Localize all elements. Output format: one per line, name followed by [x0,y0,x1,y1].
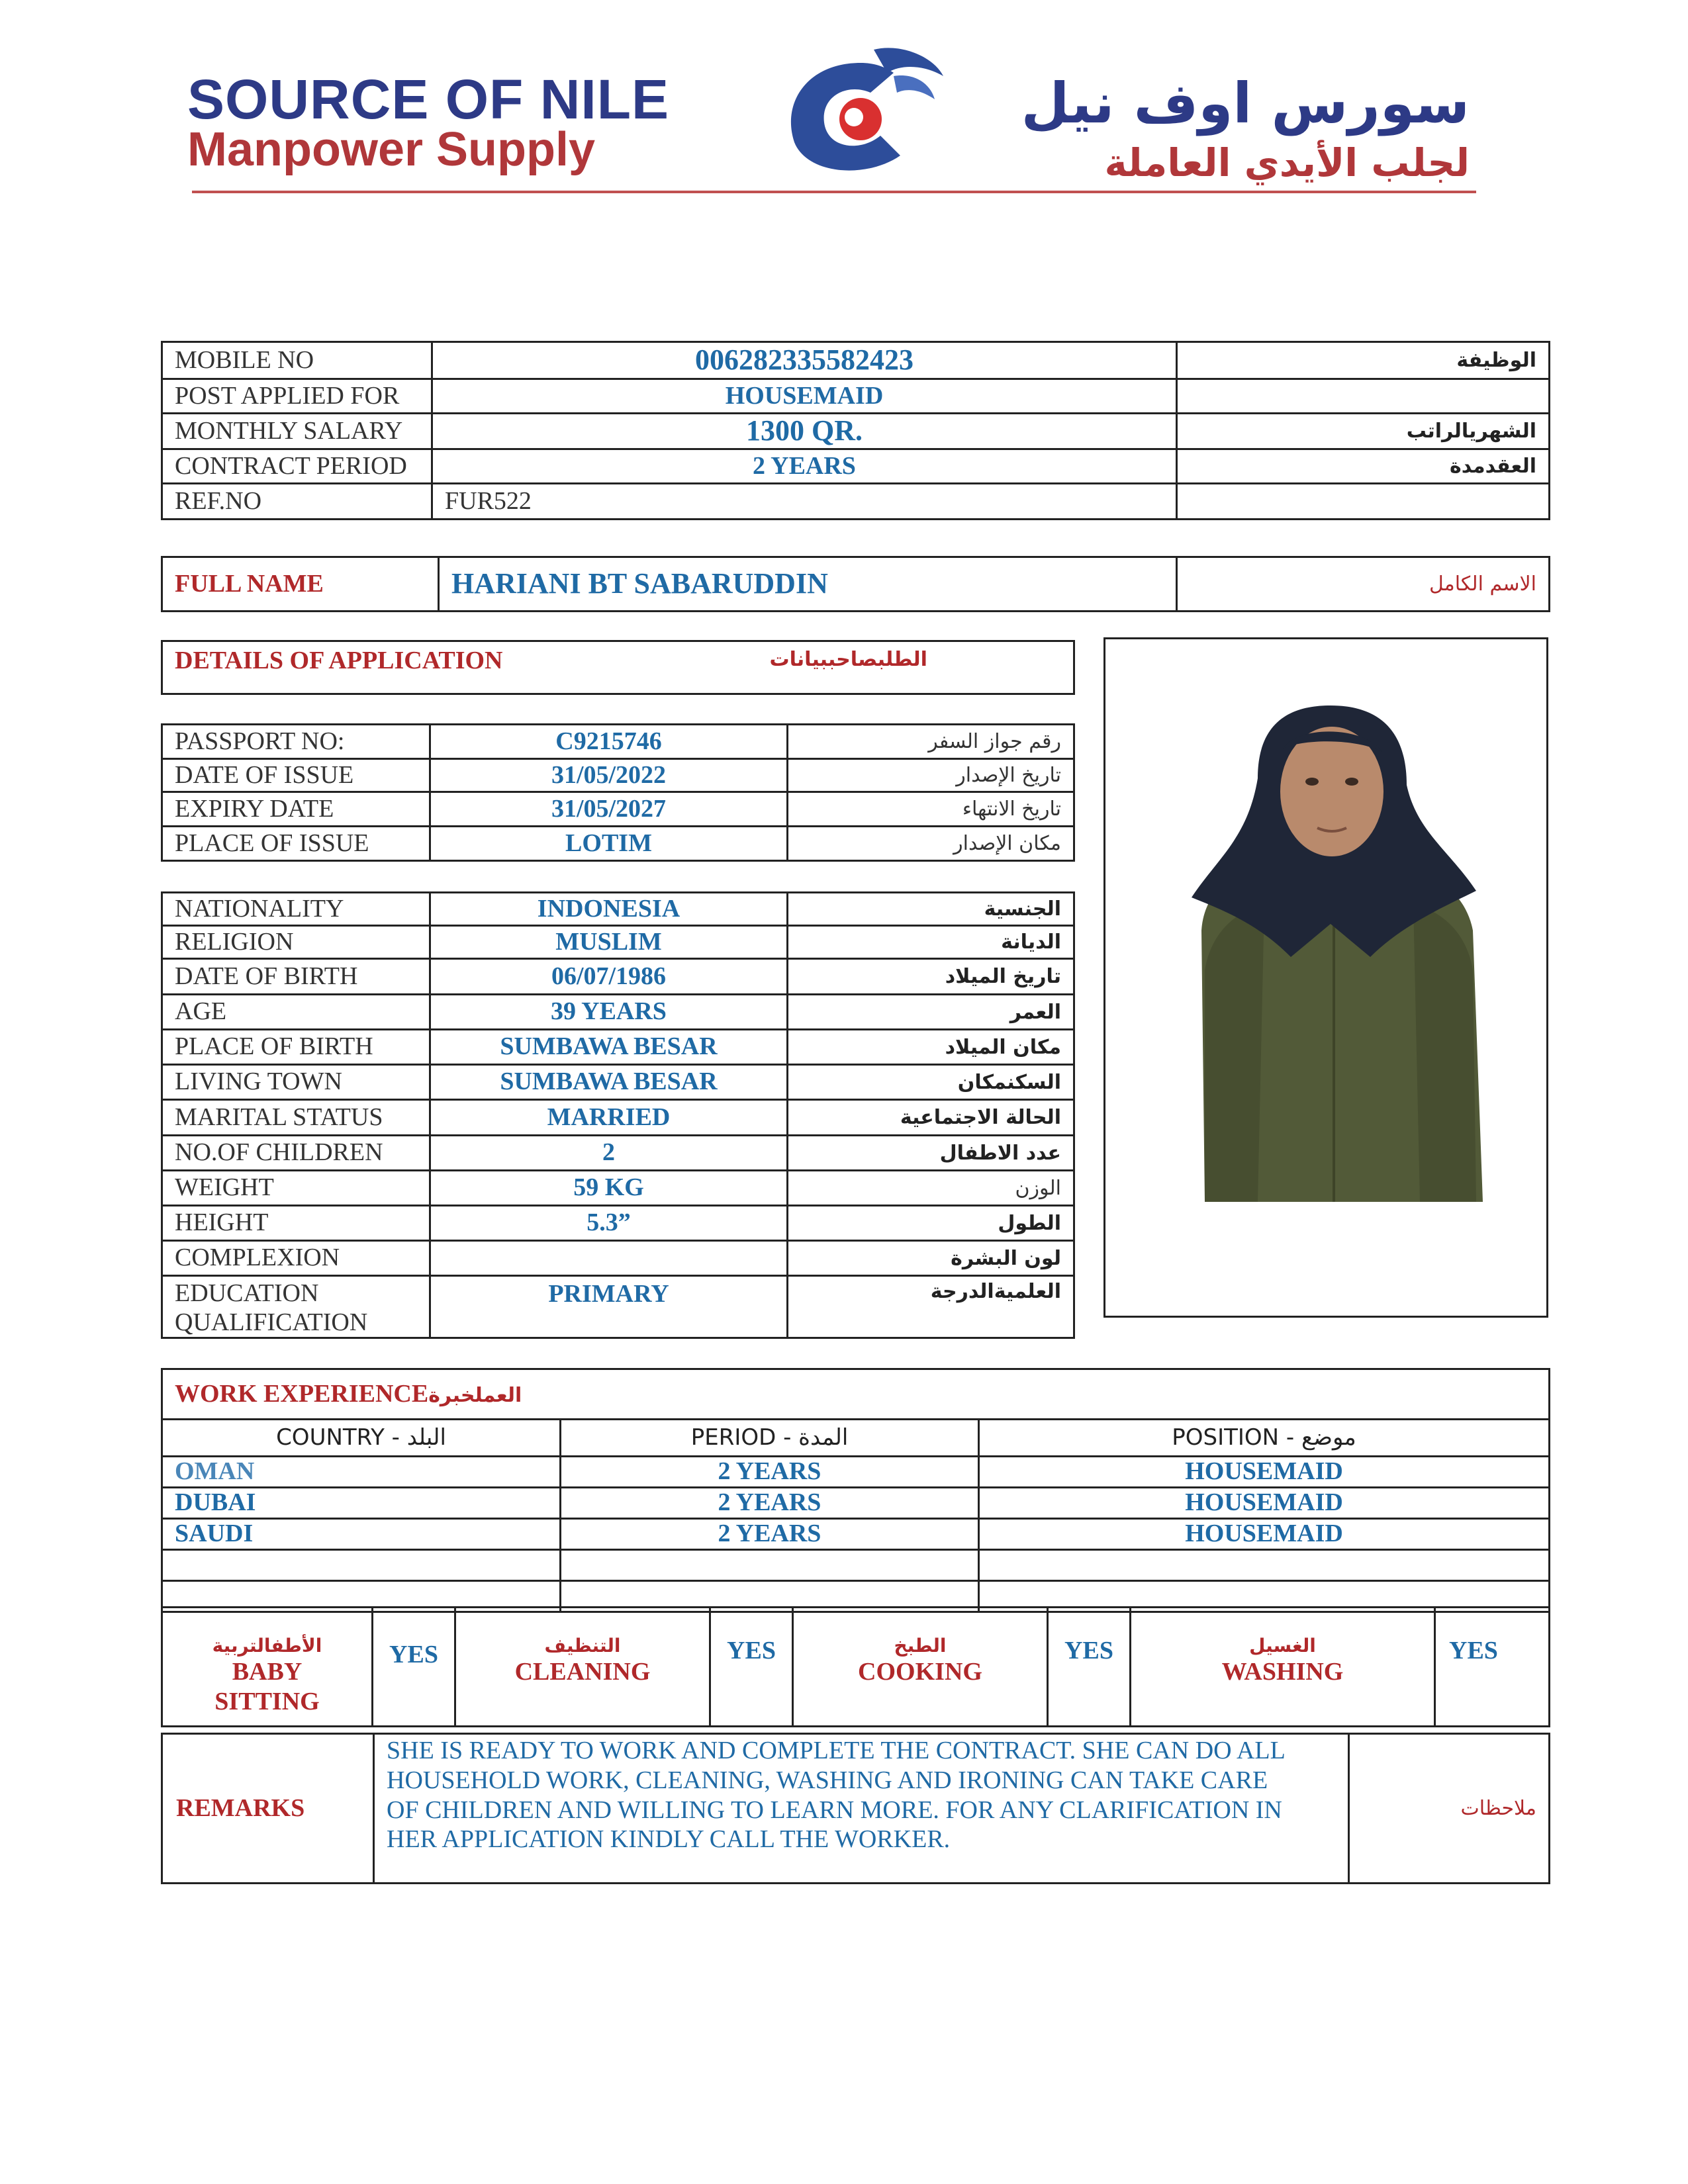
field-label [162,1276,430,1338]
work-country: SAUDI [162,1519,561,1550]
field-label-arabic: عدد الاطفال [788,1136,1074,1171]
field-label: MONTHLY SALARY [162,414,432,449]
field-label-arabic: مكان الإصدار [788,827,1074,861]
field-label-arabic [1177,379,1550,414]
field-label: REF.NO [162,484,432,520]
remarks-text [374,1734,1349,1884]
field-value: 1300 QR. [432,414,1177,449]
full-name-label-arabic: الاسم الكامل [1177,557,1550,612]
field-label-arabic: لون البشرة [788,1241,1074,1276]
details-header-arabic: الطلبصاحببيانات [758,641,1074,694]
column-header-period: PERIOD - المدة [561,1420,979,1457]
table-row [162,414,1550,449]
field-label-arabic: الوظيفة [1177,342,1550,379]
brand-tagline-arabic: لجلب الأيدي العاملة [1104,140,1470,185]
table-row [162,1488,1550,1519]
table-row [162,1100,1074,1136]
skill-washing [1131,1608,1435,1727]
skill-label: COOKING [858,1657,982,1686]
field-label-arabic: العلميةالدرجة [788,1276,1074,1338]
table-row [162,725,1074,759]
skill-label-arabic: التنظيف [544,1635,621,1657]
skill-answer: YES [1048,1608,1131,1727]
table-row [162,1550,1550,1581]
skill-label: WASHING [1221,1657,1344,1686]
work-experience-table [161,1368,1550,1613]
skill-answer: YES [1435,1608,1550,1727]
work-experience-title: WORK EXPERIENCE [175,1379,429,1408]
table-row [162,1241,1074,1276]
field-value: PRIMARY [430,1276,788,1338]
table-row [162,1734,1550,1884]
work-experience-title-cell [162,1369,1550,1420]
field-label-arabic: رقم جواز السفر [788,725,1074,759]
field-label-arabic: تاريخ الإصدار [788,759,1074,792]
field-label: PLACE OF BIRTH [162,1030,430,1065]
field-label: MOBILE NO [162,342,432,379]
remarks-label-arabic: ملاحظات [1349,1734,1550,1884]
field-label-arabic [1177,484,1550,520]
work-position: HOUSEMAID [979,1488,1550,1519]
skill-label: SITTING [214,1688,320,1716]
work-period: 2 YEARS [561,1457,979,1488]
remarks-label: REMARKS [162,1734,374,1884]
table-row [162,959,1074,995]
skills-table [161,1606,1550,1727]
table-row [162,1030,1074,1065]
skill-label-arabic: الطبخ [894,1635,947,1657]
applicant-photo [1105,639,1546,1316]
skill-label-arabic: الغسيل [1249,1635,1316,1657]
field-value: MUSLIM [430,926,788,959]
details-header [161,640,1075,695]
table-row [162,449,1550,484]
personal-details-table [161,891,1075,1339]
column-header-position: POSITION - موضع [979,1420,1550,1457]
field-value: FUR522 [432,484,1177,520]
field-label-arabic: تاريخ الميلاد [788,959,1074,995]
table-row [162,1171,1074,1206]
field-label-line: EDUCATION [175,1279,319,1307]
field-label-arabic: مكان الميلاد [788,1030,1074,1065]
field-label-line: QUALIFICATION [175,1308,368,1336]
table-row [162,342,1550,379]
table-row [162,1519,1550,1550]
table-row [162,1276,1074,1338]
empty-cell [561,1550,979,1581]
field-value: 5.3” [430,1206,788,1241]
field-label-arabic: الطول [788,1206,1074,1241]
field-label: HEIGHT [162,1206,430,1241]
brand-tagline-english: Manpower Supply [187,123,596,176]
table-row [162,759,1074,792]
table-row [162,1136,1074,1171]
skill-label-arabic: الأطفالتربية [212,1635,322,1657]
field-label: MARITAL STATUS [162,1100,430,1136]
field-label-arabic: تاريخ الانتهاء [788,792,1074,827]
field-label-arabic: السكنمكان [788,1065,1074,1100]
remarks-line: HER APPLICATION KINDLY CALL THE WORKER. [387,1825,951,1854]
field-label: COMPLEXION [162,1241,430,1276]
job-info-table [161,341,1550,520]
field-label: DATE OF BIRTH [162,959,430,995]
work-period: 2 YEARS [561,1519,979,1550]
field-label: PLACE OF ISSUE [162,827,430,861]
skill-cooking [793,1608,1048,1727]
field-value: SUMBAWA BESAR [430,1030,788,1065]
table-row [162,379,1550,414]
work-country: OMAN [162,1457,561,1488]
field-value: 2 YEARS [432,449,1177,484]
skill-baby-sitting [162,1608,373,1727]
passport-table [161,723,1075,862]
applicant-photo-frame [1103,637,1548,1318]
field-label: NATIONALITY [162,893,430,926]
table-row [162,1608,1550,1727]
field-value: C9215746 [430,725,788,759]
field-label-arabic: الجنسية [788,893,1074,926]
work-period: 2 YEARS [561,1488,979,1519]
brand-name-arabic: سورس اوف نيل [1021,71,1470,136]
field-label-arabic: الوزن [788,1171,1074,1206]
remarks-line: HOUSEHOLD WORK, CLEANING, WASHING AND IRONING CAN TAKE CARE [387,1766,1268,1794]
full-name-label: FULL NAME [162,557,439,612]
full-name-table [161,556,1550,612]
skill-label: CLEANING [514,1657,651,1686]
table-row [162,1420,1550,1457]
empty-cell [162,1550,561,1581]
work-country: DUBAI [162,1488,561,1519]
field-value: 06/07/1986 [430,959,788,995]
field-label-arabic: الديانة [788,926,1074,959]
field-value: 39 YEARS [430,995,788,1030]
work-experience-title-arabic: العملخبرة [428,1383,522,1407]
field-label: DATE OF ISSUE [162,759,430,792]
field-value: 31/05/2022 [430,759,788,792]
skill-answer: YES [373,1608,455,1727]
table-row [162,926,1074,959]
field-label: LIVING TOWN [162,1065,430,1100]
full-name-value: HARIANI BT SABARUDDIN [439,557,1177,612]
field-value [430,1241,788,1276]
skill-answer: YES [710,1608,793,1727]
empty-cell [979,1550,1550,1581]
field-label-arabic: العقدمدة [1177,449,1550,484]
table-row [162,1206,1074,1241]
table-row [162,1369,1550,1420]
table-row [162,557,1550,612]
field-label: WEIGHT [162,1171,430,1206]
table-row [162,827,1074,861]
header-divider [192,191,1476,193]
field-label: POST APPLIED FOR [162,379,432,414]
field-label: EXPIRY DATE [162,792,430,827]
remarks-line: OF CHILDREN AND WILLING TO LEARN MORE. FOR ANY CLARIFICATION IN [387,1796,1282,1824]
remarks-table [161,1733,1550,1884]
work-position: HOUSEMAID [979,1457,1550,1488]
nile-swirl-logo-icon [761,36,960,182]
field-value: HOUSEMAID [432,379,1177,414]
work-position: HOUSEMAID [979,1519,1550,1550]
details-header-label: DETAILS OF APPLICATION [162,641,758,694]
table-row [162,1457,1550,1488]
skill-label: BABY [232,1657,303,1686]
field-value: 31/05/2027 [430,792,788,827]
remarks-line: SHE IS READY TO WORK AND COMPLETE THE CONTRACT. SHE CAN DO ALL [387,1737,1286,1764]
field-value: 006282335582423 [432,342,1177,379]
table-row [162,484,1550,520]
field-label: PASSPORT NO: [162,725,430,759]
field-label: AGE [162,995,430,1030]
brand-name-english: SOURCE OF NILE [187,68,670,130]
field-label-arabic: الحالة الاجتماعية [788,1100,1074,1136]
field-label: RELIGION [162,926,430,959]
table-row [162,792,1074,827]
table-row [162,893,1074,926]
field-label: CONTRACT PERIOD [162,449,432,484]
field-label-arabic: العمر [788,995,1074,1030]
field-value: SUMBAWA BESAR [430,1065,788,1100]
field-value: MARRIED [430,1100,788,1136]
field-value: INDONESIA [430,893,788,926]
field-value: 2 [430,1136,788,1171]
table-row [162,641,1074,694]
table-row [162,1065,1074,1100]
field-label-arabic: الشهريالراتب [1177,414,1550,449]
skill-cleaning [455,1608,710,1727]
field-value: LOTIM [430,827,788,861]
column-header-country: COUNTRY - البلد [162,1420,561,1457]
table-row [162,995,1074,1030]
field-label: NO.OF CHILDREN [162,1136,430,1171]
field-value: 59 KG [430,1171,788,1206]
